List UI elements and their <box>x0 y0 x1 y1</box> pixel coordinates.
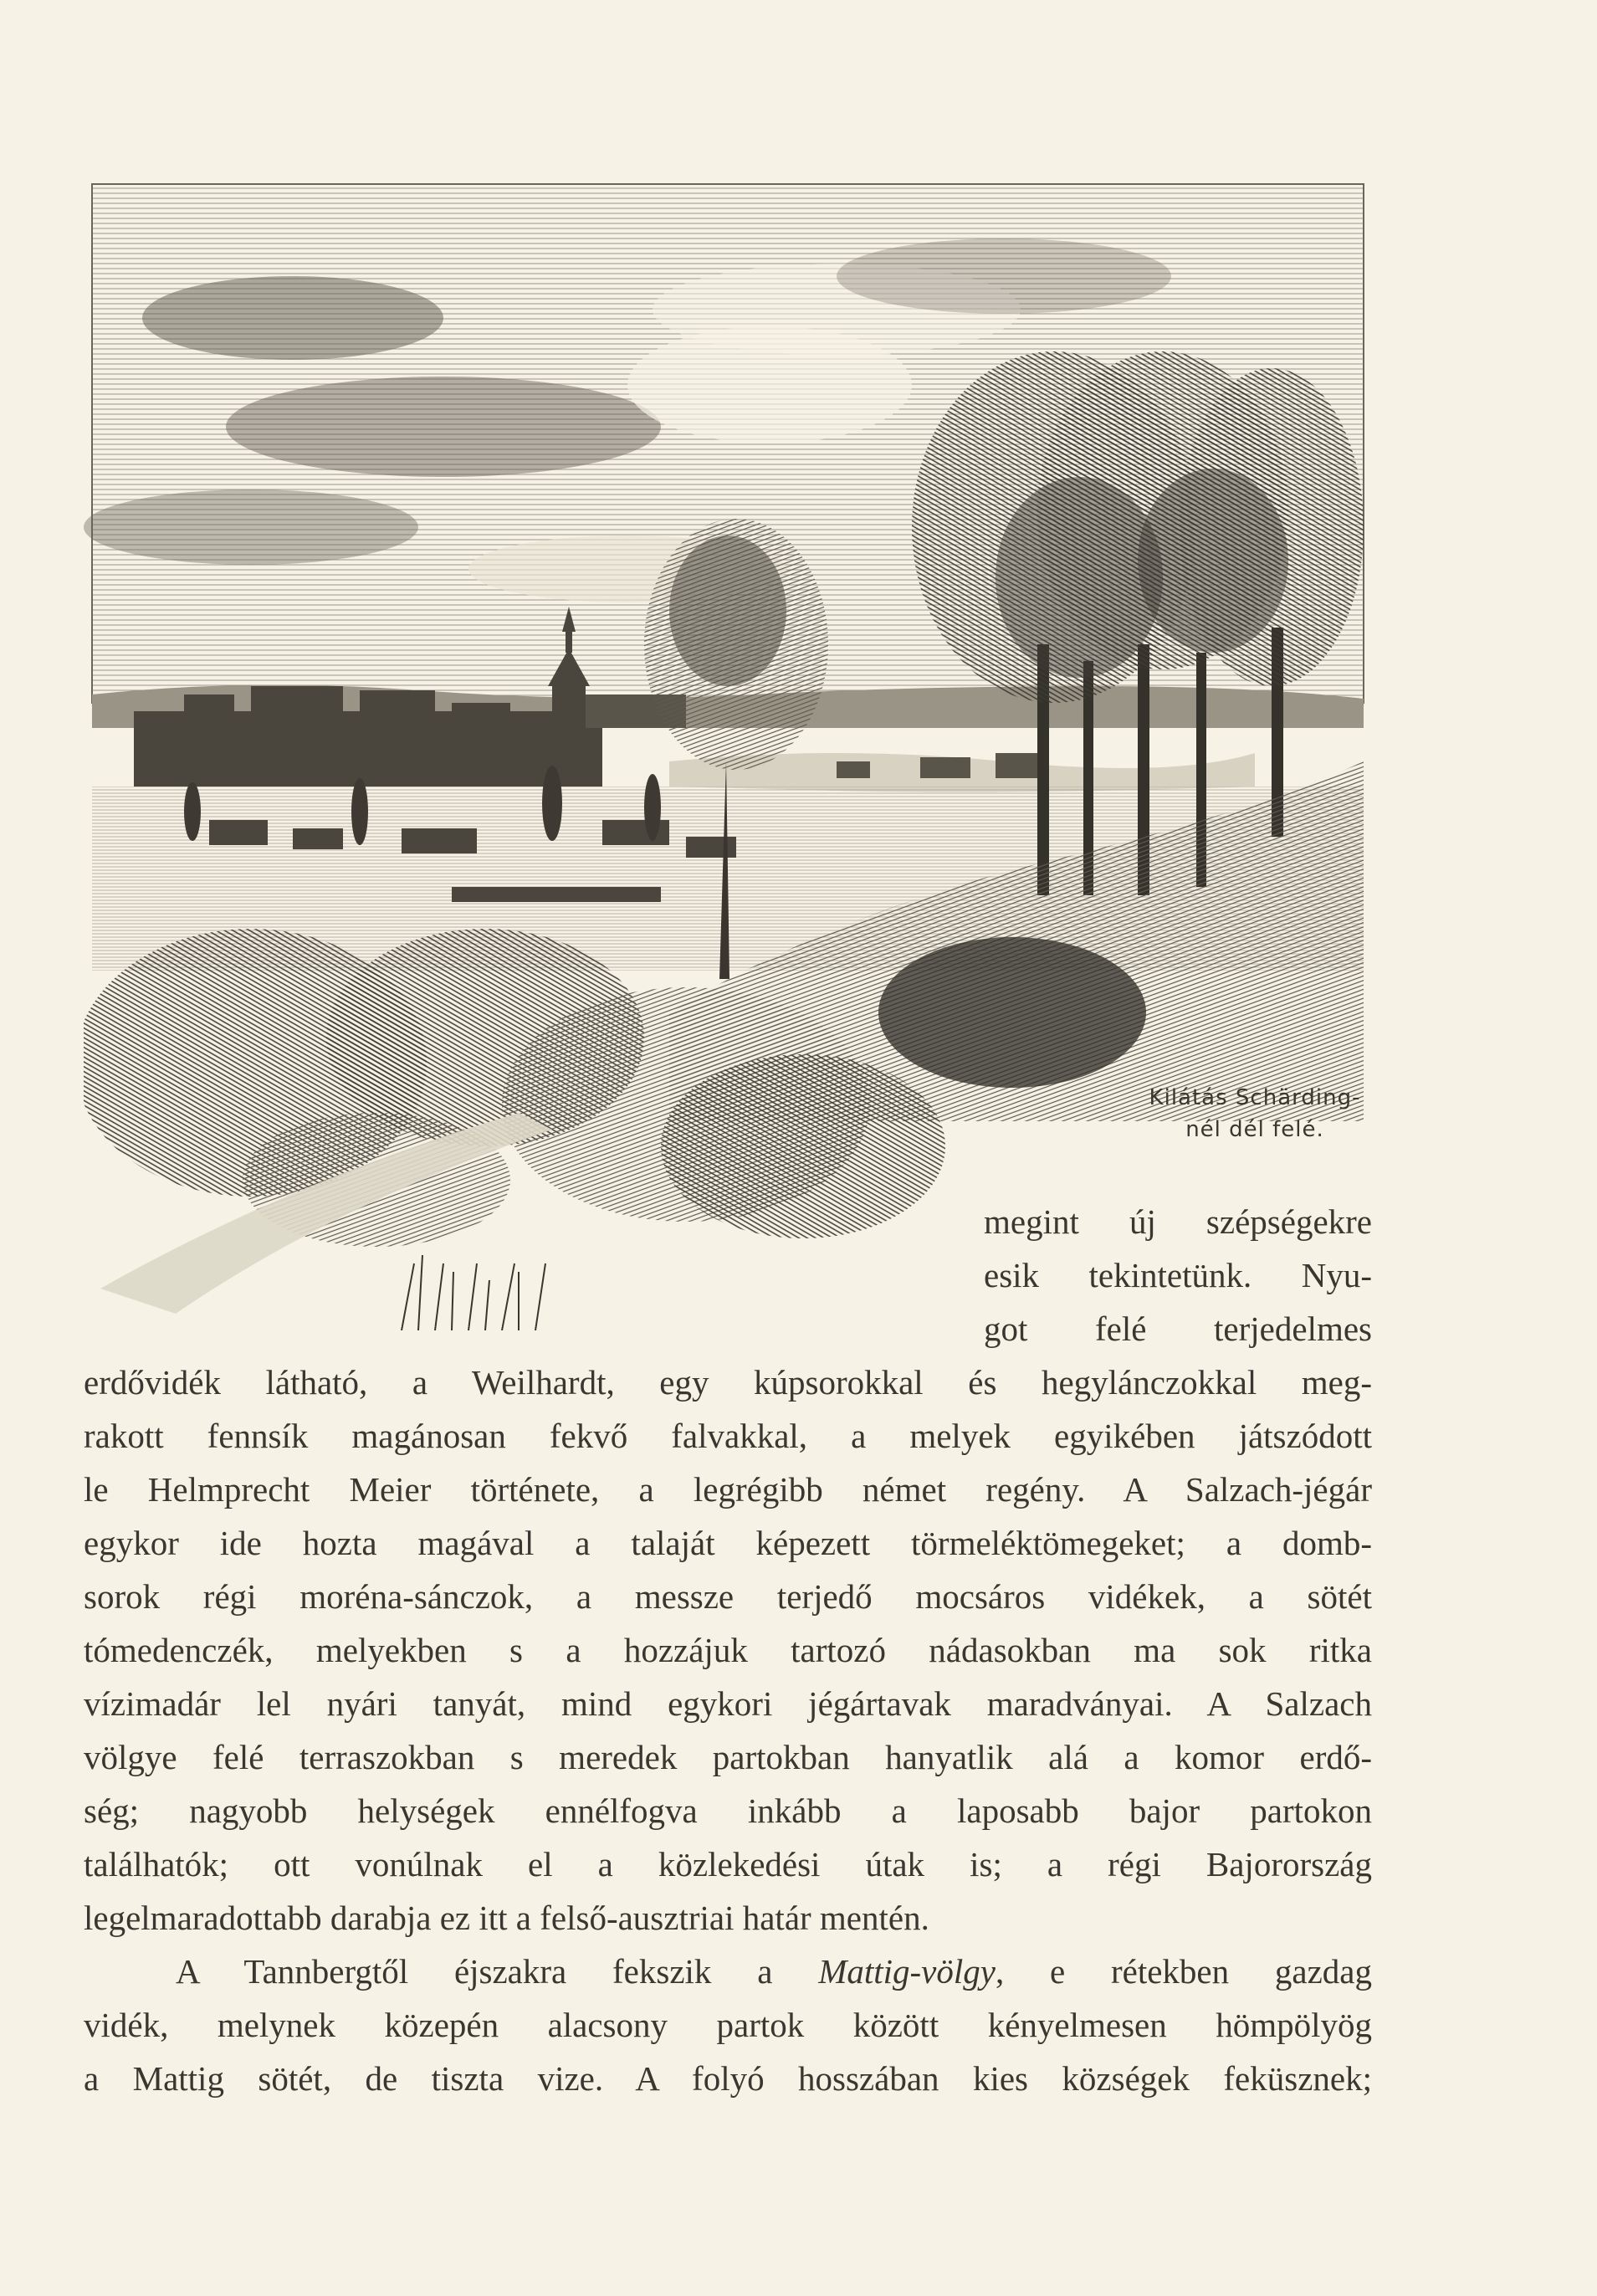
body-text-line: esik tekintetünk. Nyu- <box>984 1256 1372 1294</box>
place-name-italic: Mattig-völgy <box>818 1952 996 1991</box>
illustration-caption <box>1117 1082 1393 1145</box>
body-text-line: legelmaradottabb darabja ez itt a felső-ausztriai határ mentén. <box>84 1899 929 1937</box>
body-text-line: ség; nagyobb helységek ennélfogva inkább a laposabb bajor partokon <box>84 1791 1372 1830</box>
caption-line: Kilátás Schärding- <box>1149 1085 1361 1110</box>
body-text-line: sorok régi moréna-sánczok, a messze terjedő mocsáros vidékek, a sötét <box>84 1577 1372 1616</box>
body-text-line: völgye felé terraszokban s meredek partokban hanyatlik alá a komor erdő- <box>84 1738 1372 1776</box>
grass <box>402 1255 545 1330</box>
body-text-line: erdővidék látható, a Weilhardt, egy kúpsorokkal és hegylánczokkal meg- <box>84 1363 1372 1402</box>
body-text-line: rakott fennsík magánosan fekvő falvakkal, a melyek egyikében játszódott <box>84 1417 1372 1455</box>
body-text-line: vidék, melynek közepén alacsony partok között kényelmesen hömpölyög <box>84 2006 1372 2044</box>
body-text-line: a Mattig sötét, de tiszta vize. A folyó hosszában kies községek feküsznek; <box>84 2059 1372 2098</box>
body-text-line: le Helmprecht Meier története, a legrégibb német regény. A Salzach-jégár <box>84 1470 1372 1509</box>
body-text-line: találhatók; ott vonúlnak el a közlekedési útak is; a régi Bajorország <box>84 1845 1372 1883</box>
body-text-span: A Tannbergtől éjszakra fekszik a <box>176 1952 819 1991</box>
body-text-span: , e rétekben gazdag <box>995 1952 1372 1991</box>
caption-line: nél dél felé. <box>1185 1117 1324 1142</box>
body-text-line: got felé terjedelmes <box>984 1309 1372 1348</box>
body-text-line: egykor ide hozta magával a talaját képezett törmeléktömegeket; a domb- <box>84 1524 1372 1562</box>
body-text-line: vízimadár lel nyári tanyát, mind egykori jégártavak maradványai. A Salzach <box>84 1684 1372 1723</box>
body-text-line: megint új szépségekre <box>984 1202 1372 1241</box>
body-text-line: tómedenczék, melyekben s a hozzájuk tartozó nádasokban ma sok ritka <box>84 1631 1372 1669</box>
paragraph-2-first-line <box>176 1945 1372 1998</box>
engraving-illustration <box>84 176 1372 1330</box>
